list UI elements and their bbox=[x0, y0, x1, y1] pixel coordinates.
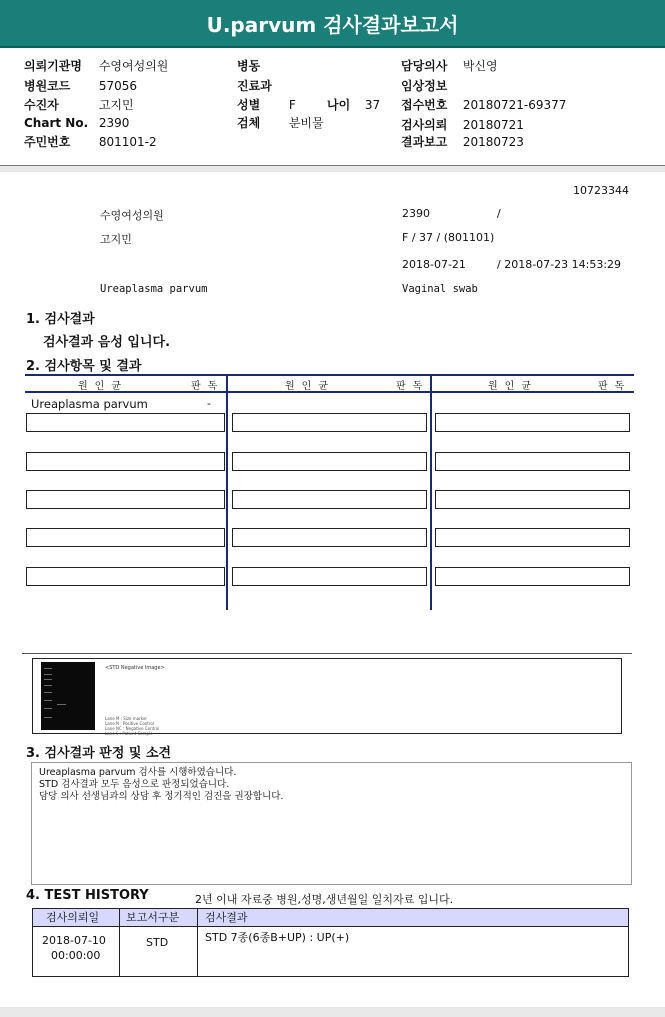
item-cell bbox=[435, 490, 630, 509]
sample-sex-age: F / 37 / (801101) bbox=[402, 231, 495, 244]
col-judgement-3: 판독 bbox=[598, 381, 632, 392]
receipt-row bbox=[401, 96, 566, 113]
col-judgement-2: 판독 bbox=[396, 381, 430, 392]
hospital-code-value: 57056 bbox=[98, 79, 138, 93]
doctor-value: 박신영 bbox=[462, 59, 498, 73]
items-table-top-line bbox=[25, 374, 634, 376]
item-cell bbox=[26, 452, 225, 471]
receipt-value: 20180721-69377 bbox=[462, 98, 567, 112]
request-date-row bbox=[401, 116, 524, 133]
item-cell bbox=[435, 567, 630, 586]
sex-value: F bbox=[288, 98, 296, 112]
report-date-row bbox=[401, 133, 524, 150]
history-note: 2년 이내 자료중 병원,성명,생년월일 일치자료 입니다. bbox=[195, 893, 454, 906]
bottom-strip bbox=[0, 1007, 665, 1017]
items-table-divider-2 bbox=[430, 374, 432, 610]
receipt-label: 접수번호 bbox=[401, 98, 448, 112]
opinion-line: STD 검사결과 모두 음성으로 판정되었습니다. bbox=[39, 779, 230, 790]
department-label: 진료과 bbox=[237, 79, 272, 93]
section3-title: 3. 검사결과 판정 및 소견 bbox=[26, 746, 172, 761]
gel-legend-line: Lane M : Size marker bbox=[105, 716, 148, 721]
history-table bbox=[32, 908, 629, 977]
institution-value: 수영여성의원 bbox=[98, 59, 169, 73]
gel-legend bbox=[105, 716, 159, 736]
image-separator bbox=[22, 653, 632, 654]
section1-result-text: 검사결과 음성 입니다. bbox=[43, 335, 171, 350]
sex-label: 성별 bbox=[237, 98, 261, 112]
patient-info-block bbox=[0, 48, 665, 166]
clinical-info-label: 임상정보 bbox=[401, 79, 448, 93]
item-cell bbox=[232, 413, 427, 432]
specimen-value: 분비물 bbox=[288, 116, 324, 130]
gel-legend-line: Lane S : Patient Sample bbox=[105, 731, 153, 736]
section4-title: 4. TEST HISTORY bbox=[26, 888, 149, 903]
history-col-divider bbox=[197, 909, 198, 976]
history-col-date: 검사의뢰일 bbox=[46, 911, 100, 924]
sample-patient: 고지민 bbox=[100, 233, 132, 246]
item-cell bbox=[435, 452, 630, 471]
ward-row bbox=[237, 57, 260, 74]
history-col-divider bbox=[119, 909, 120, 976]
id-no-row bbox=[24, 133, 157, 150]
age-row bbox=[327, 96, 380, 113]
sample-chart: 2390 bbox=[402, 207, 430, 220]
items-table-divider-1 bbox=[226, 374, 228, 610]
history-col-type: 보고서구분 bbox=[126, 911, 180, 924]
age-value: 37 bbox=[364, 98, 381, 112]
barcode-number: 10723344 bbox=[573, 184, 629, 197]
item-cell bbox=[26, 413, 225, 432]
report-header bbox=[0, 0, 665, 48]
chart-no-label: Chart No. bbox=[24, 116, 89, 130]
report-date-label: 결과보고 bbox=[401, 135, 448, 149]
patient-row bbox=[24, 96, 134, 113]
specimen-row bbox=[237, 114, 324, 131]
doctor-label: 담당의사 bbox=[401, 59, 448, 73]
request-date-label: 검사의뢰 bbox=[401, 118, 448, 132]
opinion-box bbox=[31, 762, 632, 885]
request-date-value: 20180721 bbox=[462, 118, 524, 132]
doctor-row bbox=[401, 57, 498, 74]
report-date-value: 20180723 bbox=[462, 135, 524, 149]
chart-no-value: 2390 bbox=[98, 116, 130, 130]
sample-institution: 수영여성의원 bbox=[100, 209, 164, 222]
opinion-line: 담당 의사 선생님과의 상담 후 정기적인 검진을 권장합니다. bbox=[39, 791, 284, 802]
item-cell bbox=[26, 528, 225, 547]
specimen-label: 검체 bbox=[237, 116, 261, 130]
patient-label: 수진자 bbox=[24, 98, 59, 112]
item-cell bbox=[232, 452, 427, 471]
chart-no-row bbox=[24, 116, 129, 130]
report-title: U.parvum 검사결과보고서 bbox=[206, 12, 459, 37]
institution-row bbox=[24, 57, 168, 74]
section1-title: 1. 검사결과 bbox=[26, 312, 95, 327]
hospital-code-label: 병원코드 bbox=[24, 79, 71, 93]
col-judgement-1: 판독 bbox=[191, 381, 225, 392]
sex-row bbox=[237, 96, 296, 113]
item-cell bbox=[26, 567, 225, 586]
history-row-result: STD 7종(6종B+UP) : UP(+) bbox=[205, 931, 350, 944]
item-cell bbox=[26, 490, 225, 509]
patient-value: 고지민 bbox=[98, 98, 134, 112]
item-organism-name: Ureaplasma parvum bbox=[31, 397, 148, 411]
section2-title: 2. 검사항목 및 결과 bbox=[26, 359, 142, 374]
history-row-date: 2018-07-10 bbox=[42, 934, 106, 947]
gel-legend-line: Lane N : Positive Control bbox=[105, 721, 154, 726]
hospital-code-row bbox=[24, 77, 137, 94]
institution-label: 의뢰기관명 bbox=[24, 59, 82, 73]
gel-legend-line: Lane NC : Negative Control bbox=[105, 726, 160, 731]
col-organism-1: 원인균 bbox=[78, 381, 128, 392]
divider-strip bbox=[0, 166, 665, 172]
department-row bbox=[237, 77, 272, 94]
opinion-line: Ureaplasma parvum 검사를 시행하였습니다. bbox=[39, 767, 237, 778]
gel-image-title: <STD Negative Image> bbox=[105, 665, 165, 671]
col-organism-2: 원인균 bbox=[285, 381, 335, 392]
item-cell bbox=[435, 413, 630, 432]
history-row-type: STD bbox=[146, 936, 169, 949]
clinical-info-row bbox=[401, 77, 447, 94]
sample-chart-sep: / bbox=[497, 207, 501, 220]
id-no-value: 801101-2 bbox=[98, 135, 157, 149]
age-label: 나이 bbox=[327, 98, 351, 112]
gel-image-box bbox=[32, 658, 622, 734]
col-organism-3: 원인균 bbox=[488, 381, 538, 392]
history-row-time: 00:00:00 bbox=[51, 949, 101, 962]
ward-label: 병동 bbox=[237, 59, 261, 73]
history-col-result: 검사결과 bbox=[205, 911, 248, 924]
sample-specimen: Vaginal swab bbox=[402, 283, 478, 295]
id-no-label: 주민번호 bbox=[24, 135, 71, 149]
sample-date-reported: / 2018-07-23 14:53:29 bbox=[497, 258, 622, 271]
item-cell bbox=[232, 528, 427, 547]
sample-test-name: Ureaplasma parvum bbox=[100, 283, 208, 295]
item-cell bbox=[232, 490, 427, 509]
history-header-row bbox=[33, 909, 628, 927]
item-cell bbox=[435, 528, 630, 547]
item-cell bbox=[232, 567, 427, 586]
gel-electrophoresis-image bbox=[41, 662, 95, 730]
item-result: - bbox=[207, 397, 211, 410]
sample-date-received: 2018-07-21 bbox=[402, 258, 466, 271]
